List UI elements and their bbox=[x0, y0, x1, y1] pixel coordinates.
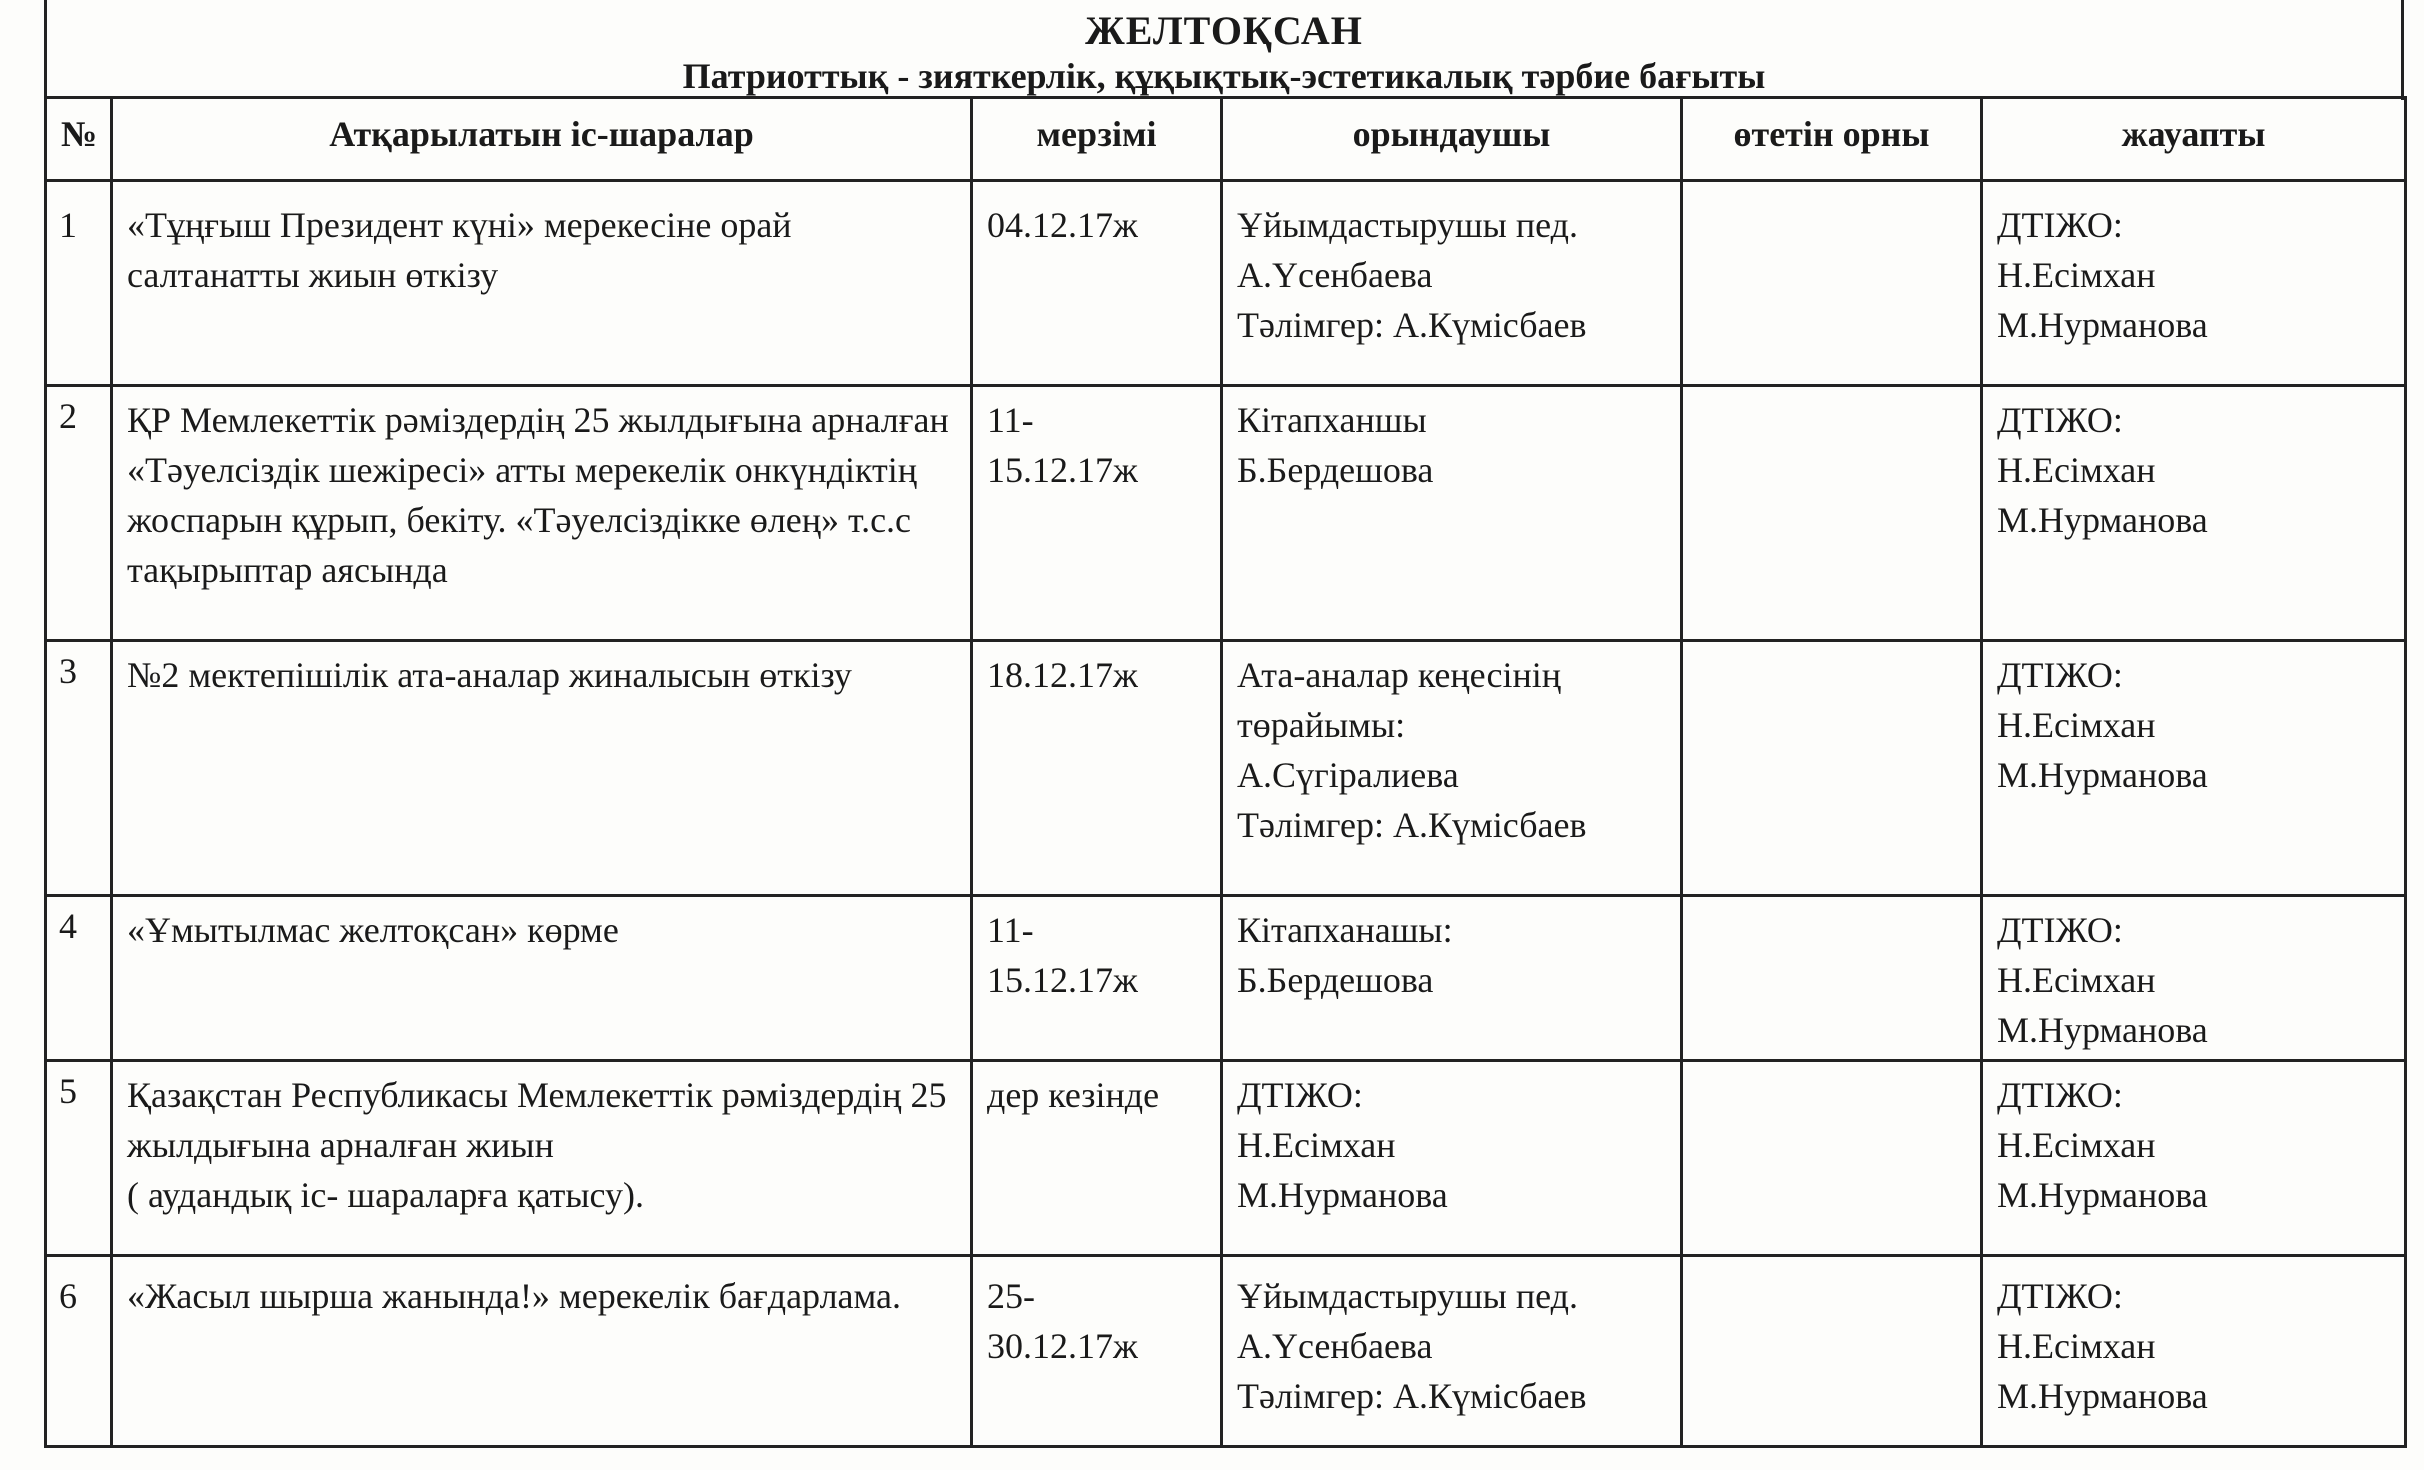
date-cell: 04.12.17ж bbox=[972, 181, 1222, 386]
event-cell: №2 мектепішілік ата-аналар жиналысын өткізу bbox=[112, 641, 972, 896]
responsible-cell: ДТІЖО: Н.Есімхан М.Нурманова bbox=[1982, 641, 2406, 896]
row-number: 6 bbox=[46, 1256, 112, 1447]
column-header-event: Атқарылатын іс-шаралар bbox=[112, 98, 972, 181]
table-header-row bbox=[46, 98, 2406, 181]
responsible-cell: ДТІЖО: Н.Есімхан М.Нурманова bbox=[1982, 181, 2406, 386]
table-row bbox=[46, 1061, 2406, 1256]
date-cell: 25- 30.12.17ж bbox=[972, 1256, 1222, 1447]
event-cell: «Тұңғыш Президент күні» мерекесіне орай салтанатты жиын өткізу bbox=[112, 181, 972, 386]
header bbox=[44, 0, 2404, 100]
events-table bbox=[44, 96, 2407, 1448]
row-number: 2 bbox=[46, 386, 112, 641]
page-subtitle: Патриоттық - зияткерлік, құқықтық-эстетикалық тәрбие бағыты bbox=[682, 56, 1766, 96]
place-cell bbox=[1682, 641, 1982, 896]
column-header-number: № bbox=[46, 98, 112, 181]
responsible-cell: ДТІЖО: Н.Есімхан М.Нурманова bbox=[1982, 896, 2406, 1061]
responsible-cell: ДТІЖО: Н.Есімхан М.Нурманова bbox=[1982, 1256, 2406, 1447]
document-sheet bbox=[44, 0, 2404, 1430]
row-number: 4 bbox=[46, 896, 112, 1061]
event-cell: Қазақстан Республикасы Мемлекеттік рәміздердің 25 жылдығына арналған жиын ( аудандық іс- шараларға қатысу). bbox=[112, 1061, 972, 1256]
event-cell: «Жасыл шырша жанында!» мерекелік бағдарлама. bbox=[112, 1256, 972, 1447]
row-number: 1 bbox=[46, 181, 112, 386]
place-cell bbox=[1682, 1061, 1982, 1256]
place-cell bbox=[1682, 1256, 1982, 1447]
table-row bbox=[46, 1256, 2406, 1447]
date-cell: дер кезінде bbox=[972, 1061, 1222, 1256]
table-row bbox=[46, 896, 2406, 1061]
table-row bbox=[46, 181, 2406, 386]
page-title: ЖЕЛТОҚСАН bbox=[1085, 8, 1363, 53]
date-cell: 11- 15.12.17ж bbox=[972, 386, 1222, 641]
date-cell: 18.12.17ж bbox=[972, 641, 1222, 896]
table-row bbox=[46, 386, 2406, 641]
column-header-executor: орындаушы bbox=[1222, 98, 1682, 181]
executor-cell: Ұйымдастырушы пед. А.Үсенбаева Тәлімгер: А.Күмісбаев bbox=[1222, 181, 1682, 386]
place-cell bbox=[1682, 896, 1982, 1061]
column-header-date: мерзімі bbox=[972, 98, 1222, 181]
responsible-cell: ДТІЖО: Н.Есімхан М.Нурманова bbox=[1982, 386, 2406, 641]
table-row bbox=[46, 641, 2406, 896]
event-cell: «Ұмытылмас желтоқсан» көрме bbox=[112, 896, 972, 1061]
executor-cell: Кітапханшы Б.Бердешова bbox=[1222, 386, 1682, 641]
date-cell: 11- 15.12.17ж bbox=[972, 896, 1222, 1061]
event-cell: ҚР Мемлекеттік рәміздердің 25 жылдығына арналған «Тәуелсіздік шежіресі» атты мерекелік онкүндіктің жоспарын құрып, бекіту. «Тәуелсіздікке өлең» т.с.с тақырыптар аясында bbox=[112, 386, 972, 641]
responsible-cell: ДТІЖО: Н.Есімхан М.Нурманова bbox=[1982, 1061, 2406, 1256]
row-number: 3 bbox=[46, 641, 112, 896]
executor-cell: Ата-аналар кеңесінің төрайымы: А.Сүгіралиева Тәлімгер: А.Күмісбаев bbox=[1222, 641, 1682, 896]
column-header-place: өтетін орны bbox=[1682, 98, 1982, 181]
executor-cell: Кітапханашы: Б.Бердешова bbox=[1222, 896, 1682, 1061]
executor-cell: Ұйымдастырушы пед. А.Үсенбаева Тәлімгер: А.Күмісбаев bbox=[1222, 1256, 1682, 1447]
place-cell bbox=[1682, 386, 1982, 641]
column-header-responsible: жауапты bbox=[1982, 98, 2406, 181]
row-number: 5 bbox=[46, 1061, 112, 1256]
place-cell bbox=[1682, 181, 1982, 386]
executor-cell: ДТІЖО: Н.Есімхан М.Нурманова bbox=[1222, 1061, 1682, 1256]
